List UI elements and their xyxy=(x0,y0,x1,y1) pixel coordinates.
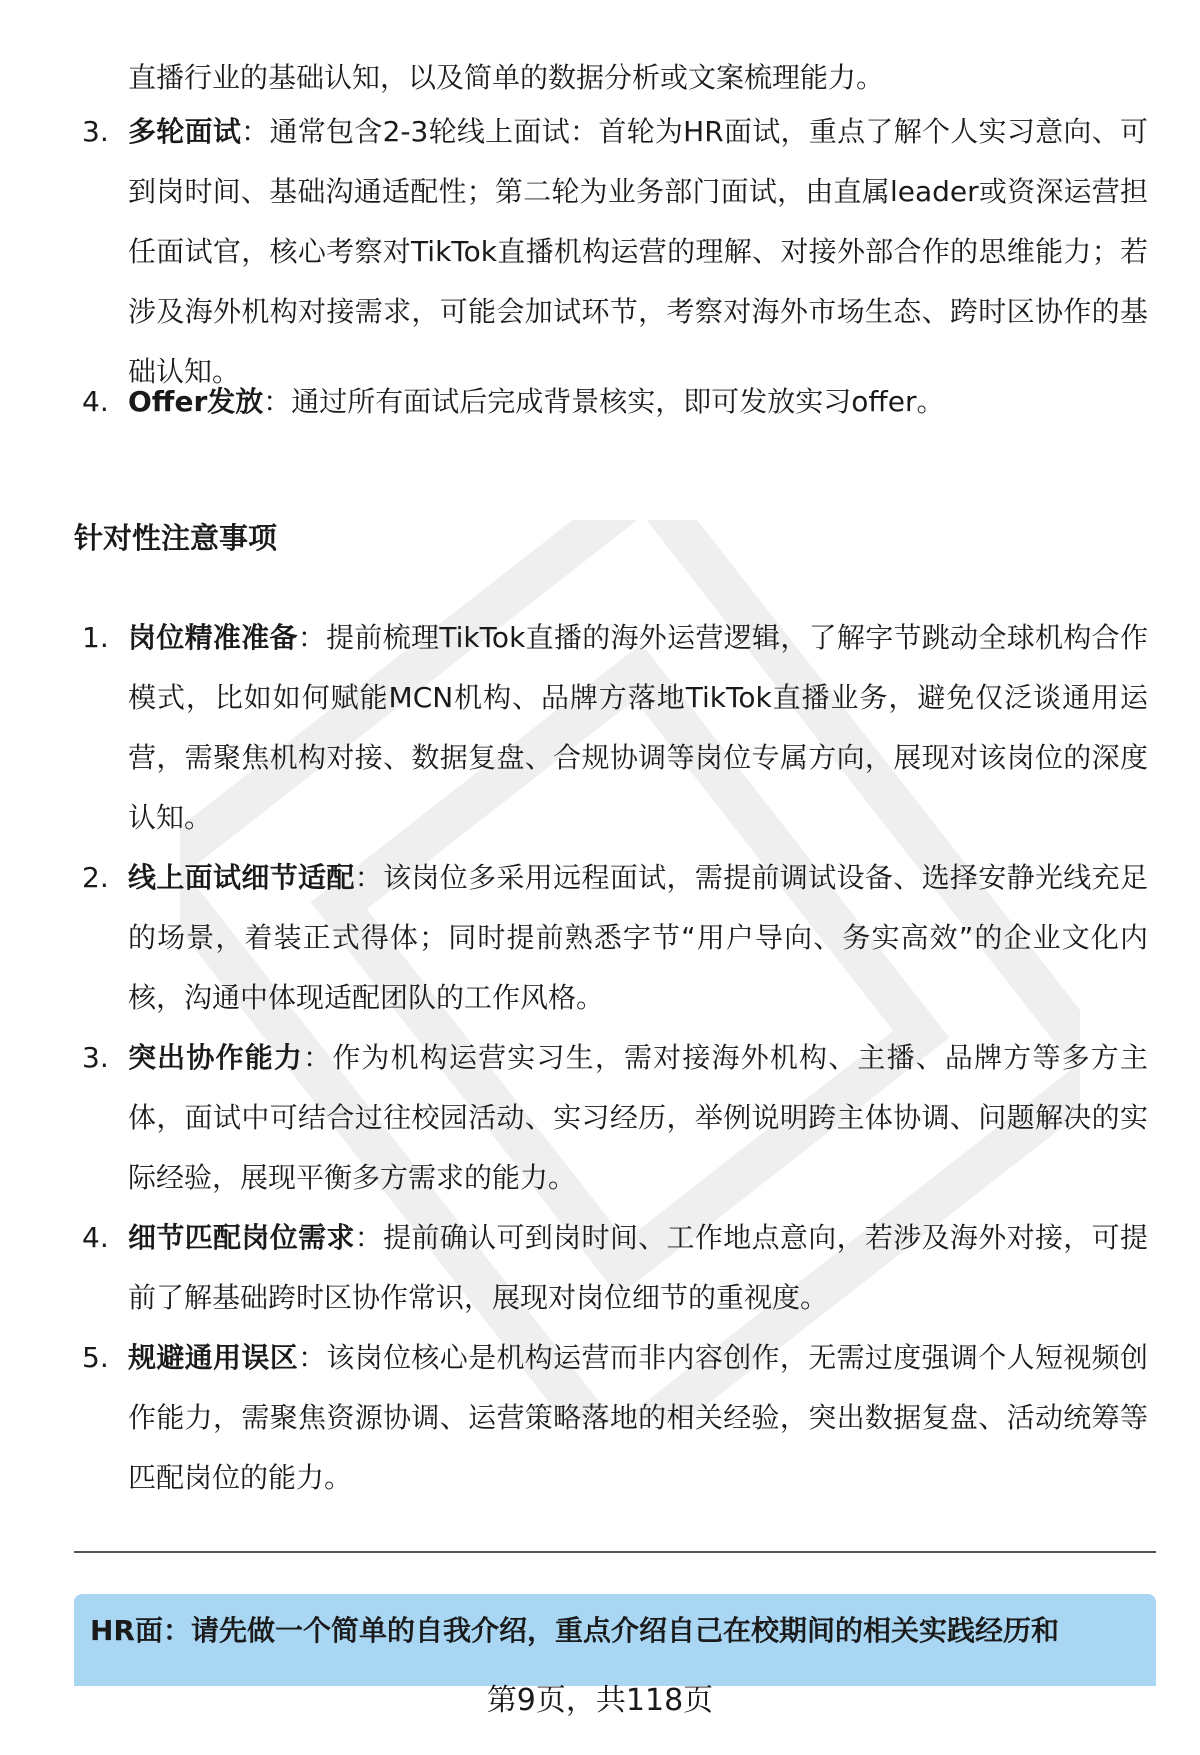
item-body: ：通过所有面试后完成背景核实，即可发放实习offer。 xyxy=(263,385,945,418)
item-body: ：提前确认可到岗时间、工作地点意向，若涉及海外对接，可提前了解基础跨时区协作常识，展现对岗位细节的重视度。 xyxy=(128,1221,1148,1314)
process-list xyxy=(0,102,1200,432)
item-body: ：通常包含2-3轮线上面试：首轮为HR面试，重点了解个人实习意向、可到岗时间、基础沟通适配性；第二轮为业务部门面试，由直属leader或资深运营担任面试官，核心考察对TikTok直播机构运营的理解、对接外部合作的思维能力；若涉及海外机构对接需求，可能会加试环节，考察对海外市场生态、跨时区协作的基础认知。 xyxy=(128,115,1148,388)
item-number: 1. xyxy=(82,621,109,654)
item-title: 细节匹配岗位需求 xyxy=(128,1221,355,1254)
horizontal-divider xyxy=(74,1551,1156,1553)
item-text xyxy=(128,1208,1148,1328)
item-title: 线上面试细节适配 xyxy=(128,861,355,894)
item-body: ：该岗位多采用远程面试，需提前调试设备、选择安静光线充足的场景，着装正式得体；同时提前熟悉字节“用户导向、务实高效”的企业文化内核，沟通中体现适配团队的工作风格。 xyxy=(128,861,1148,1014)
item-number: 4. xyxy=(82,385,109,418)
item-number: 5. xyxy=(82,1341,109,1374)
list-item xyxy=(0,102,1200,388)
page-number: 第9页，共118页 xyxy=(486,1683,714,1718)
item-number: 2. xyxy=(82,861,109,894)
item-text xyxy=(128,608,1148,848)
tips-list xyxy=(0,608,1200,1508)
list-item xyxy=(0,848,1200,1028)
item-number: 4. xyxy=(82,1221,109,1254)
list-item xyxy=(0,1208,1200,1328)
list-item xyxy=(0,1028,1200,1208)
item-number: 3. xyxy=(82,115,109,148)
section-heading: 针对性注意事项 xyxy=(74,521,278,555)
item-title: 多轮面试 xyxy=(128,115,242,148)
item-body: ：作为机构运营实习生，需对接海外机构、主播、品牌方等多方主体，面试中可结合过往校园活动、实习经历，举例说明跨主体协调、问题解决的实际经验，展现平衡多方需求的能力。 xyxy=(128,1041,1148,1194)
item-body: ：该岗位核心是机构运营而非内容创作，无需过度强调个人短视频创作能力，需聚焦资源协调、运营策略落地的相关经验，突出数据复盘、活动统筹等匹配岗位的能力。 xyxy=(128,1341,1148,1494)
list-item xyxy=(0,1328,1200,1508)
continuation-text: 直播行业的基础认知，以及简单的数据分析或文案梳理能力。 xyxy=(128,61,885,94)
item-title: Offer发放 xyxy=(128,385,264,418)
item-body: ：提前梳理TikTok直播的海外运营逻辑，了解字节跳动全球机构合作模式，比如如何赋能MCN机构、品牌方落地TikTok直播业务，避免仅泛谈通用运营，需聚焦机构对接、数据复盘、合规协调等岗位专属方向，展现对该岗位的深度认知。 xyxy=(128,621,1148,834)
item-text xyxy=(128,1028,1148,1208)
item-title: 岗位精准准备 xyxy=(128,621,298,654)
item-text xyxy=(128,102,1148,402)
item-title: 突出协作能力 xyxy=(128,1041,304,1074)
item-title: 规避通用误区 xyxy=(128,1341,299,1374)
item-number: 3. xyxy=(82,1041,109,1074)
item-text xyxy=(128,372,1148,432)
list-item xyxy=(0,608,1200,848)
question-text: HR面：请先做一个简单的自我介绍，重点介绍自己在校期间的相关实践经历和 xyxy=(90,1614,1059,1647)
question-box xyxy=(74,1594,1156,1686)
list-item xyxy=(0,372,1200,432)
item-text xyxy=(128,1328,1148,1508)
item-text xyxy=(128,848,1148,1028)
